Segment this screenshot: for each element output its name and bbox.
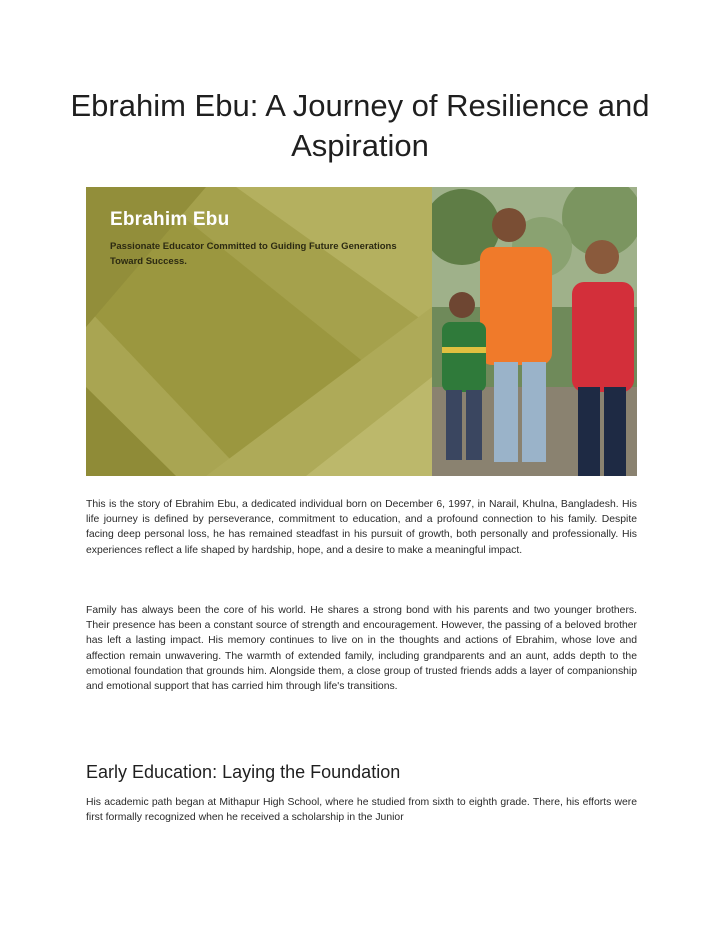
banner-name: Ebrahim Ebu [110, 209, 230, 230]
document-title: Ebrahim Ebu: A Journey of Resilience and Aspiration [70, 88, 650, 163]
banner-tagline: Passionate Educator Committed to Guiding Future Generations Toward Success. [110, 241, 397, 267]
paragraph-early-education: His academic path began at Mithapur High School, where he studied from sixth to eighth grade. There, his efforts were first formally recognized when he received a scholarship in the Junior [86, 797, 637, 824]
paragraph-family: Family has always been the core of his world. He shares a strong bond with his parents and two younger brothers. Their presence has been a constant source of strength and encouragement. However, the passing of a beloved brother has left a lasting impact. His memory continues to live on in the thoughts and actions of Ebrahim, whose love and affection remain unwavering. The warmth of extended family, including grandparents and an aunt, adds depth to the emotional foundation that grounds him. Alongside them, a close group of trusted friends adds a layer of companionship and emotional support that has carried him through life's transitions. [86, 605, 637, 693]
family-photo [432, 187, 637, 476]
paragraph-intro: This is the story of Ebrahim Ebu, a dedicated individual born on December 6, 1997, in Narail, Khulna, Bangladesh. His life journey is defined by perseverance, commitment to education, and a profound connection to his family. Despite facing deep personal loss, he has remained steadfast in his pursuit of growth, both personally and professionally. His experiences reflect a life shaped by hardship, hope, and a desire to make a meaningful impact. [86, 499, 637, 556]
profile-banner [86, 187, 637, 476]
section-heading-early-education: Early Education: Laying the Foundation [86, 762, 401, 782]
banner-text-panel [86, 187, 432, 476]
family-photo-illustration [432, 187, 637, 476]
